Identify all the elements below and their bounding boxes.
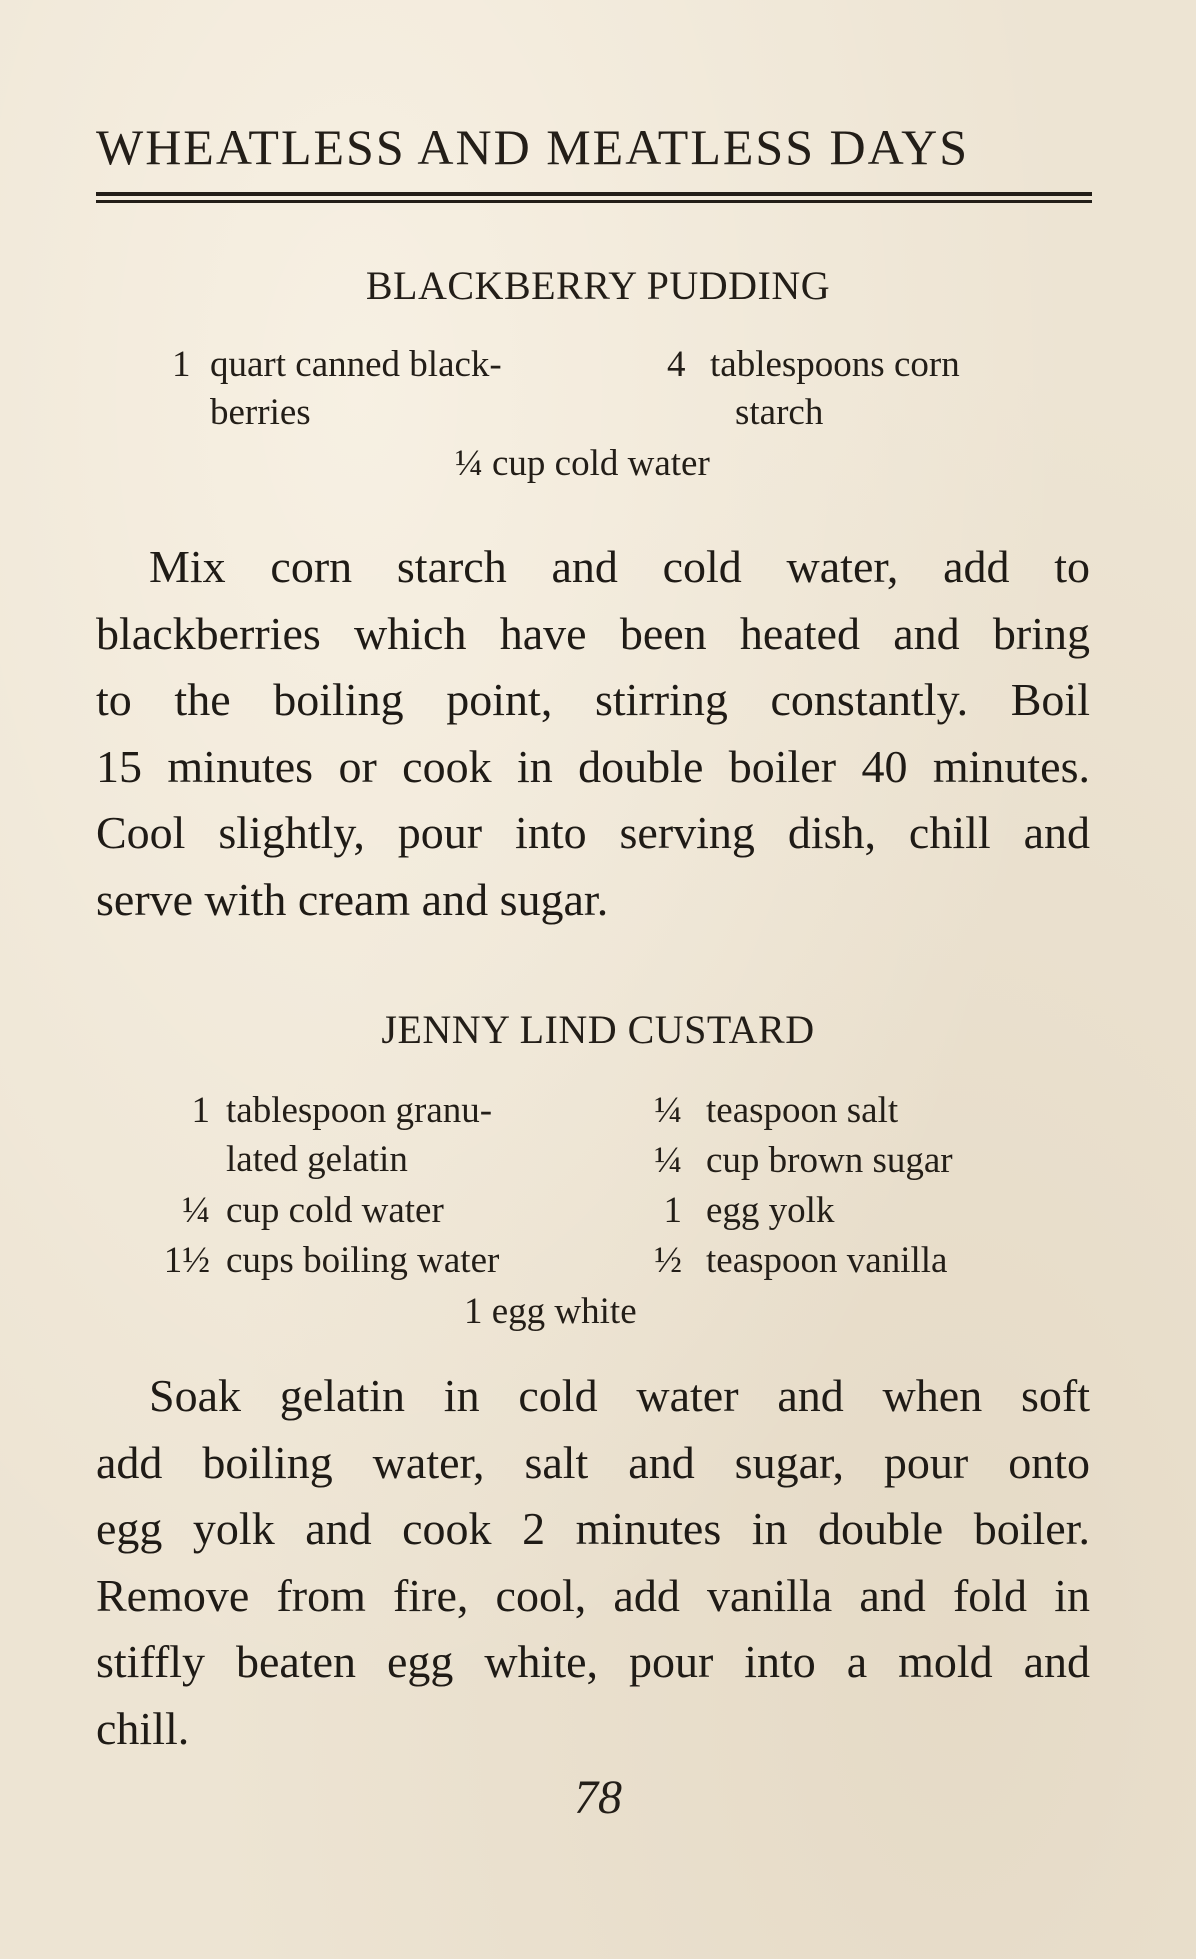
ingredient-qty: 1 <box>191 1090 210 1131</box>
ingredient-qty: 1 <box>172 344 191 385</box>
method-paragraph-jenny-lind-custard <box>96 1363 1090 1762</box>
ingredient-line: cups boiling water <box>226 1240 500 1281</box>
method-line: add boiling water, salt and sugar, pour onto <box>96 1436 1090 1488</box>
method-line: chill. <box>96 1702 190 1754</box>
method-line: Mix corn starch and cold water, add to <box>149 541 1090 592</box>
recipe-title-blackberry-pudding: BLACKBERRY PUDDING <box>365 263 831 308</box>
ingredient-quantity <box>172 343 191 386</box>
ingredient-qty: ¼ <box>654 1090 682 1131</box>
method-line: to the boiling point, stirring constantly. Boil <box>96 674 1090 725</box>
ingredient-line: berries <box>210 392 311 433</box>
ingredient-line: quart canned black- <box>210 344 502 385</box>
ingredient-qty: ¼ <box>182 1190 210 1231</box>
ingredient-line: tablespoon granu- <box>226 1090 493 1131</box>
ingredient-line: lated gelatin <box>226 1139 408 1180</box>
running-head: WHEATLESS AND MEATLESS DAYS <box>96 119 970 175</box>
method-line: Remove from fire, cool, add vanilla and fold in <box>96 1569 1090 1621</box>
page-number: 78 <box>574 1771 622 1824</box>
method-paragraph-blackberry-pudding <box>96 534 1090 933</box>
recipe-title-jenny-lind-custard: JENNY LIND CUSTARD <box>381 1007 815 1052</box>
ingredient-line: tablespoons corn <box>710 344 960 385</box>
ingredient-qty: 1½ <box>163 1240 210 1281</box>
ingredient-qty: 1 <box>663 1190 682 1231</box>
ingredient-line: egg yolk <box>706 1190 835 1231</box>
ingredient-line: cup cold water <box>226 1190 444 1231</box>
ingredient-line: cup brown sugar <box>706 1140 953 1181</box>
method-line: blackberries which have been heated and bring <box>96 607 1090 659</box>
method-line: serve with cream and sugar. <box>96 873 609 925</box>
method-line: Soak gelatin in cold water and when soft <box>149 1370 1090 1421</box>
method-line: Cool slightly, pour into serving dish, chill and <box>96 807 1090 858</box>
method-line: 15 minutes or cook in double boiler 40 minutes. <box>96 740 1090 792</box>
ingredient-line: 1 egg white <box>464 1291 637 1332</box>
ingredient-line: teaspoon vanilla <box>706 1240 948 1281</box>
ingredient-qty: ½ <box>654 1240 682 1281</box>
header-rule-bottom <box>96 200 1092 203</box>
ingredient-line: teaspoon salt <box>706 1090 899 1131</box>
ingredient-qty: 4 <box>667 344 686 385</box>
method-line: stiffly beaten egg white, pour into a mold and <box>96 1636 1090 1687</box>
ingredient-line: ¼ cup cold water <box>455 443 710 484</box>
header-rule-top <box>96 192 1092 196</box>
method-line: egg yolk and cook 2 minutes in double boiler. <box>96 1503 1090 1554</box>
ingredient-qty: ¼ <box>654 1140 682 1181</box>
ingredient-line: starch <box>735 392 824 433</box>
